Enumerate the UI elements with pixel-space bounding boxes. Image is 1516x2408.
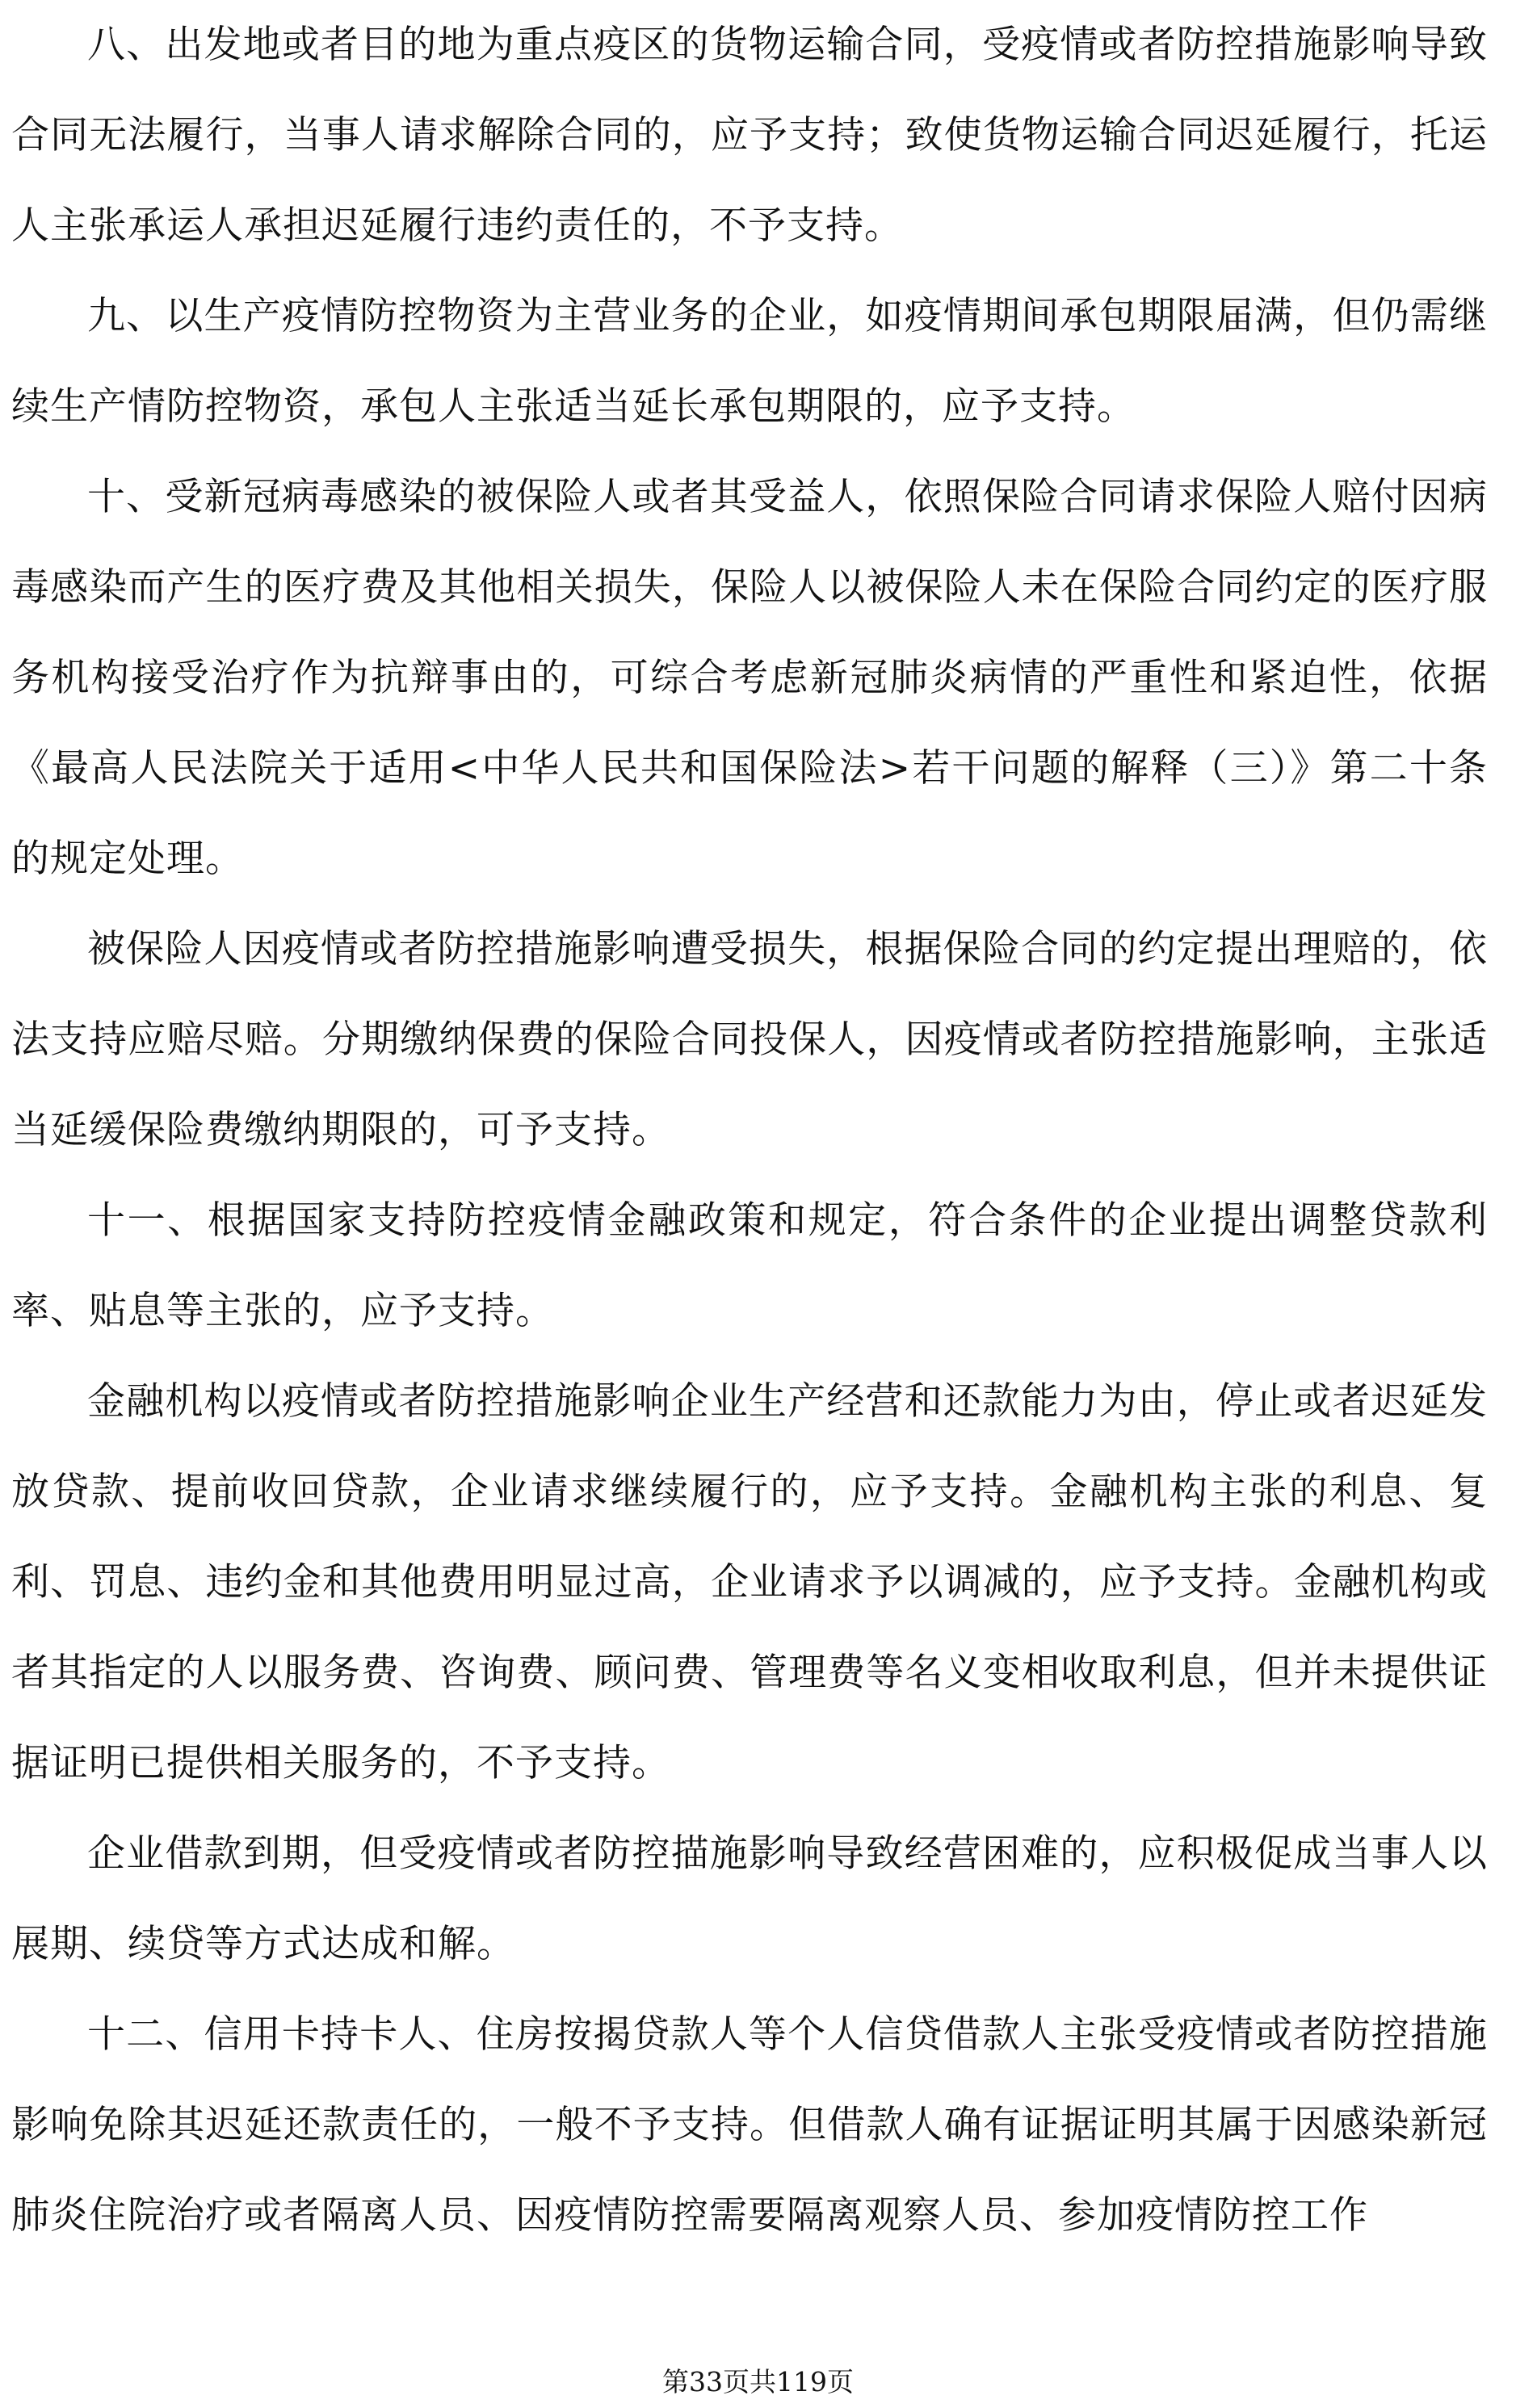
- paragraph-loan-maturity: 企业借款到期，但受疫情或者防控描施影响导致经营困难的，应积极促成当事人以展期、续贷等方式达成和解。: [11, 1831, 1488, 1966]
- page-number-footer: 第33页共119页: [662, 2366, 854, 2398]
- paragraph-article-12: 十二、信用卡持卡人、住房按揭贷款人等个人信贷借款人主张受疫情或者防控措施影响免除其迟延还款责任的，一般不予支持。但借款人确有证据证明其属于因感染新冠肺炎住院治疗或者隔离人员、因疫情防控需要隔离观察人员、参加疫情防控工作: [11, 2012, 1488, 2238]
- paragraph-article-10: 十、受新冠病毒感染的被保险人或者其受益人，依照保险合同请求保险人赔付因病毒感染而产生的医疗费及其他相关损失，保险人以被保险人未在保险合同约定的医疗服务机构接受治疗作为抗辩事由的，可综合考虑新冠肺炎病情的严重性和紧迫性，依据《最高人民法院关于适用<中华人民共和国保险法>若干问题的解释（三）》第二十条的规定处理。: [11, 475, 1488, 881]
- paragraph-insurance-claims: 被保险人因疫情或者防控措施影响遭受损失，根据保险合同的约定提出理赔的，依法支持应赔尽赔。分期缴纳保费的保险合同投保人，因疫情或者防控措施影响，主张适当延缓保险费缴纳期限的，可予支持。: [11, 927, 1488, 1152]
- body-text: [11, 0, 1488, 2261]
- paragraph-article-8: 八、出发地或者目的地为重点疫区的货物运输合同，受疫情或者防控措施影响导致合同无法履行，当事人请求解除合同的，应予支持；致使货物运输合同迟延履行，托运人主张承运人承担迟延履行违约责任的，不予支持。: [11, 23, 1488, 248]
- paragraph-financial-institutions: 金融机构以疫情或者防控措施影响企业生产经营和还款能力为由，停止或者迟延发放贷款、提前收回贷款，企业请求继续履行的，应予支持。金融机构主张的利息、复利、罚息、违约金和其他费用明显过高，企业请求予以调减的，应予支持。金融机构或者其指定的人以服务费、咨询费、顾问费、管理费等名义变相收取利息，但并未提供证据证明已提供相关服务的，不予支持。: [11, 1379, 1488, 1785]
- paragraph-article-11: 十一、根据国家支持防控疫情金融政策和规定，符合条件的企业提出调整贷款利率、贴息等主张的，应予支持。: [11, 1198, 1488, 1333]
- paragraph-article-9: 九、以生产疫情防控物资为主营业务的企业，如疫情期间承包期限届满，但仍需继续生产情防控物资，承包人主张适当延长承包期限的，应予支持。: [11, 294, 1488, 429]
